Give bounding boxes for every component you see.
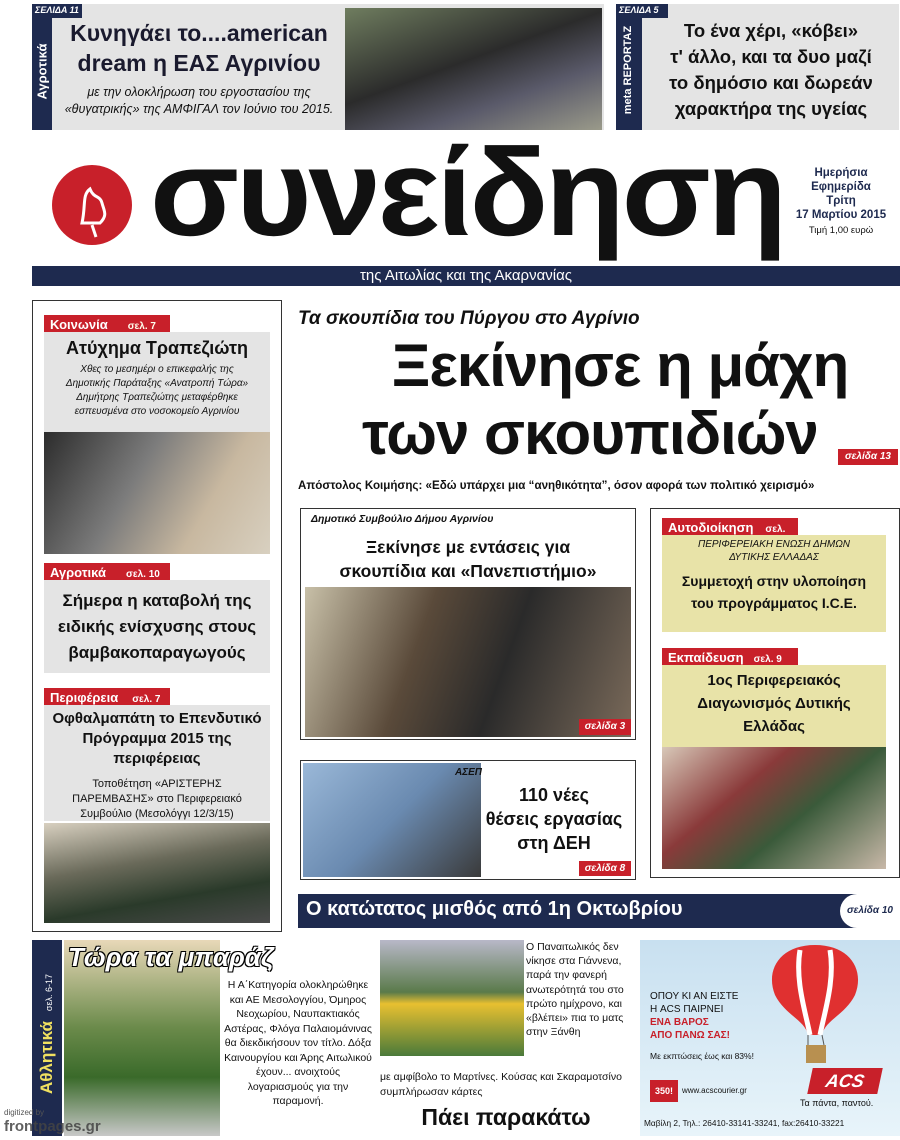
- masthead-info: Ημερήσια Εφημερίδα Τρίτη 17 Μαρτίου 2015 Τιμή 1,00 ευρώ: [795, 167, 887, 236]
- ekpaideusi-photo: [662, 747, 886, 869]
- koinonia-block[interactable]: [44, 315, 270, 553]
- top-right-section-vertical: meta REPORTAZ: [616, 18, 642, 130]
- agrotika-textbox: Σήμερα η καταβολή της ειδικής ενίσχυσης στους βαμβακοπαραγωγούς: [44, 580, 270, 673]
- acs-ad[interactable]: [640, 940, 900, 1136]
- ad-badge: 350!: [650, 1080, 678, 1102]
- hot-air-balloon-icon: [760, 940, 870, 1070]
- koinonia-text: Χθες το μεσημέρι ο επικεφαλής της Δημοτικής Παράταξης «Ανατροπή Τώρα» Δημήτρης Τραπεζιώτης μεταφέρθηκε εσπευσμένα στο νοσοκομείο Αγρινίου: [65, 364, 249, 417]
- agrotika-block[interactable]: [44, 563, 270, 673]
- council-photo: [305, 587, 631, 737]
- lead-headline[interactable]: Ξεκίνησε η μάχη των σκουπιδιών: [362, 332, 849, 467]
- koinonia-textbox: [44, 332, 270, 432]
- top-left-title: Κυνηγάει το....american dream η ΕΑΣ Αγρινίου: [70, 20, 328, 76]
- top-left-teaser[interactable]: [32, 4, 604, 130]
- agrotika-section-tab: Αγροτικά σελ. 10: [44, 563, 170, 580]
- wage-title: Ο κατώτατος μισθός από 1η Οκτωβρίου: [306, 898, 683, 920]
- deh-headline: 110 νέες θέσεις εργασίας στη ΔΕΗ: [485, 785, 623, 853]
- frontpages-watermark[interactable]: frontpages.gr: [4, 1118, 101, 1135]
- council-headline: Ξεκίνησε με εντάσεις για σκουπίδια και «Πανεπιστήμιο»: [339, 537, 597, 581]
- top-left-subtitle: με την ολοκλήρωση του εργοστασίου της «θυγατρικής» της ΑΜΦΙΓΑΛ τον Ιούνιο του 2015.: [64, 85, 334, 116]
- ad-copy: ΟΠΟΥ ΚΙ ΑΝ ΕΙΣΤΕ Η ACS ΠΑΙΡΝΕΙ ΕΝΑ ΒΑΡΟΣ ΑΠΟ ΠΑΝΩ ΣΑΣ! Με εκπτώσεις έως και 83%!: [650, 991, 754, 1061]
- deh-kicker: ΑΣΕΠ: [455, 767, 482, 778]
- perifereia-photo: [44, 823, 270, 923]
- masthead-logo: [52, 165, 132, 245]
- ad-brand-logo: ACS: [807, 1068, 883, 1094]
- perifereia-block[interactable]: [44, 688, 270, 924]
- ad-url[interactable]: www.acscourier.gr: [682, 1086, 747, 1095]
- koinonia-photo: [44, 432, 270, 554]
- hand-quill-icon: [52, 165, 132, 245]
- ekpaideusi-block[interactable]: [662, 648, 886, 870]
- wage-page-tab: σελίδα 10: [840, 894, 900, 928]
- autodioikisi-textbox: ΠΕΡΙΦΕΡΕΙΑΚΗ ΕΝΩΣΗ ΔΗΜΩΝ ΔΥΤΙΚΗΣ ΕΛΛΑΔΑΣ Συμμετοχή στην υλοποίηση του προγράμματος I.C.E.: [662, 535, 886, 632]
- lead-page-tab: σελίδα 13: [838, 449, 898, 465]
- deh-photo: [303, 763, 481, 877]
- top-right-teaser[interactable]: [616, 4, 899, 130]
- pana-photo: [380, 940, 524, 1056]
- sports-text: Η Α΄Κατηγορία ολοκληρώθηκε και ΑΕ Μεσολογγίου, Όμηρος Νεοχωρίου, Ναυπακτιακός Αστέρας, Φλόγα Παλαιομάνινας θα διεκδικήσουν τον τίτλο. Δόξα Καινουργίου και Άρης Αιτωλικού έχουν... ανοιχτούς λογαριασμούς για την παραμονή.: [224, 979, 372, 1107]
- deh-story[interactable]: [300, 760, 636, 880]
- ad-slogan: Τα πάντα, παντού.: [800, 1098, 874, 1108]
- sports-side-bar: Αθλητικάσελ. 6-17: [32, 940, 62, 1136]
- council-kicker: Δημοτικό Συμβούλιο Δήμου Αγρινίου: [311, 513, 494, 525]
- top-right-headline: Το ένα χέρι, «κόβει» τ' άλλο, και τα δυο μαζί το δημόσιο και δωρεάν χαρακτήρα της υγείας: [669, 20, 873, 119]
- council-story[interactable]: [300, 508, 636, 740]
- pana-title[interactable]: Πάει παρακάτω: [421, 1104, 591, 1130]
- pana-text-continued: με αμφίβολο το Μαρτίνες. Κούσας και Σκαραμοτσίνο συμπλήρωσαν κάρτες: [380, 1071, 622, 1098]
- koinonia-section-tab: Κοινωνία σελ. 7: [44, 315, 170, 332]
- lead-kicker: Τα σκουπίδια του Πύργου στο Αγρίνιο: [298, 308, 640, 329]
- ekpaideusi-textbox: 1ος Περιφερειακός Διαγωνισμός Δυτικής Ελλάδας: [662, 665, 886, 747]
- deh-page-tab: σελίδα 8: [579, 861, 631, 876]
- masthead-tagline-bar: της Αιτωλίας και της Ακαρνανίας: [32, 266, 900, 286]
- council-page-tab: σελίδα 3: [579, 719, 631, 735]
- digitized-label: digitized by: [4, 1108, 45, 1117]
- autodioikisi-block[interactable]: [662, 518, 886, 632]
- wage-headline-bar[interactable]: [298, 894, 900, 928]
- pana-text: Ο Παναιτωλικός δεν νίκησε στα Γιάννενα, παρά την φανερή ανωτερότητά του στο πρώτο ημίχρονο, και «βλέπει» πια το ματς στην Ξάνθη: [526, 941, 624, 1039]
- koinonia-title: Ατύχημα Τραπεζιώτη: [65, 338, 249, 358]
- perifereia-section-tab: Περιφέρεια σελ. 7: [44, 688, 170, 705]
- ekpaideusi-section-tab: Εκπαίδευση σελ. 9: [662, 648, 798, 665]
- perifereia-textbox: Οφθαλμαπάτη το Επενδυτικό Πρόγραμμα 2015 της περιφέρειας Τοποθέτηση «ΑΡΙΣΤΕΡΗΣ ΠΑΡΕΜΒΑΣΗΣ» στο Περιφερειακό Συμβούλιο (Μεσολόγγι 12/3/15): [44, 705, 270, 821]
- lead-quote: Απόστολος Κοιμήσης: «Εδώ υπάρχει μια “ανηθικότητα”, όσον αφορά των πολιτικό χειρισμό»: [298, 479, 815, 492]
- top-left-section-vertical: Αγροτικά: [32, 18, 52, 130]
- top-right-page-tab: ΣΕΛΙΔΑ 5: [616, 4, 668, 18]
- sports-title[interactable]: Τώρα τα μπαράζ: [68, 942, 274, 972]
- top-left-page-tab: ΣΕΛΙΔΑ 11: [32, 4, 82, 18]
- ad-address: Μαβίλη 2, Τηλ.: 26410-33141-33241, fax:26410-33221: [644, 1118, 845, 1128]
- autodioikisi-section-tab: Αυτοδιοίκηση σελ.: [662, 518, 798, 535]
- masthead-title: συνείδηση: [150, 124, 784, 262]
- top-left-photo: [345, 8, 602, 130]
